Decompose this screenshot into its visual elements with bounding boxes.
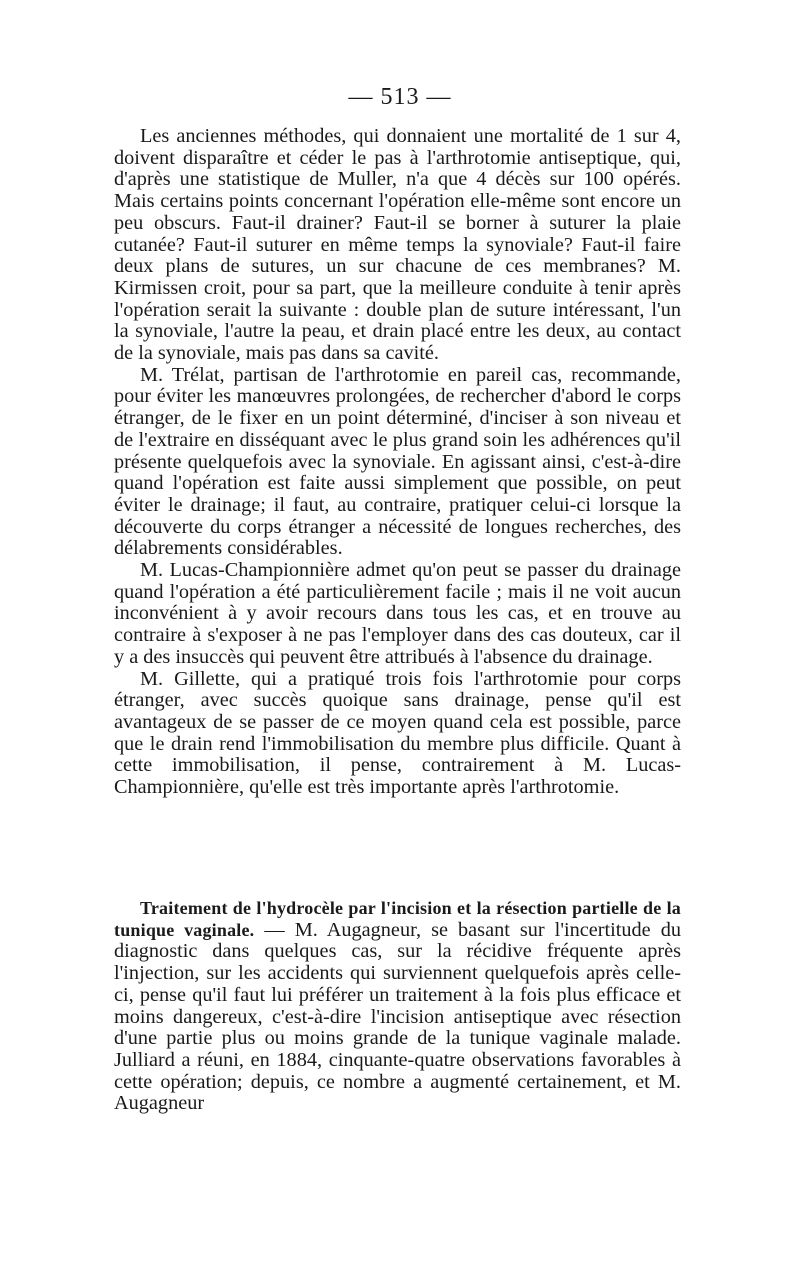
body-text [114, 126, 681, 799]
paragraph: M. Trélat, partisan de l'arthrotomie en pareil cas, recommande, pour éviter les manœuvres prolongées, de rechercher d'abord le corps étranger, de le fixer en un point déterminé, d'inciser à son niveau et de l'extraire en disséquant avec le plus grand soin les adhérences qu'il présente quelquefois avec la synoviale. En agissant ainsi, c'est-à-dire quand l'opération est faite aussi simplement que possible, on peut éviter le drainage; il faut, au contraire, pratiquer celui-ci lorsque la découverte du corps étranger a nécessité de longues recherches, des délabrements considérables. [114, 363, 681, 560]
paragraph: M. Lucas-Championnière admet qu'on peut se passer du drainage quand l'opération a été particulièrement facile ; mais il ne voit aucun inconvénient à y avoir recours dans tous les cas, et en trouve au contraire à s'exposer à ne pas l'employer dans des cas douteux, car il y a des insuccès qui peuvent être attribués à l'absence du drainage. [114, 559, 681, 668]
section-paragraph [114, 898, 681, 1115]
paragraph: Les anciennes méthodes, qui donnaient une mortalité de 1 sur 4, doivent disparaître et céder le pas à l'arthrotomie antiseptique, qui, d'après une statistique de Muller, n'a que 4 décès sur 100 opérés. Mais certains points concernant l'opération elle-même sont encore un peu obscurs. Faut-il drainer? Faut-il se borner à suturer la plaie cutanée? Faut-il suturer en même temps la synoviale? Faut-il faire deux plans de sutures, un sur chacune de ces membranes? M. Kirmissen croit, pour sa part, que la meilleure conduite à tenir après l'opération serait la suivante : double plan de suture intéressant, l'un la synoviale, l'autre la peau, et drain placé entre les deux, au contact de la synoviale, mais pas dans sa cavité. [114, 125, 681, 365]
section-hydrocele [114, 898, 681, 1115]
section-heading: Traitement de l'hydrocèle par l'incision et la résection partielle de la tunique vaginale. [114, 898, 681, 940]
page-number: — 513 — [348, 84, 452, 110]
paragraph: M. Gillette, qui a pratiqué trois fois l'arthrotomie pour corps étranger, avec succès quoique sans drainage, pense qu'il est avantageux de se passer de ce moyen quand cela est possible, parce que le drain rend l'immobilisation du membre plus difficile. Quant à cette immobilisation, il pense, contrairement à M. Lucas-Championnière, qu'elle est très importante après l'arthrotomie. [114, 667, 681, 799]
section-text: — M. Augagneur, se basant sur l'incertitude du diagnostic dans quelques cas, sur la récidive fréquente après l'injection, sur les accidents qui surviennent quelquefois après celle-ci, pense qu'il faut lui préférer un traitement à la fois plus efficace et moins dangereux, c'est-à-dire l'incision antiseptique avec résection d'une partie plus ou moins grande de la tunique vaginale malade. Julliard a réuni, en 1884, cinquante-quatre observations favorables à cette opération; depuis, ce nombre a augmenté certainement, et M. Augagneur [114, 918, 681, 1115]
